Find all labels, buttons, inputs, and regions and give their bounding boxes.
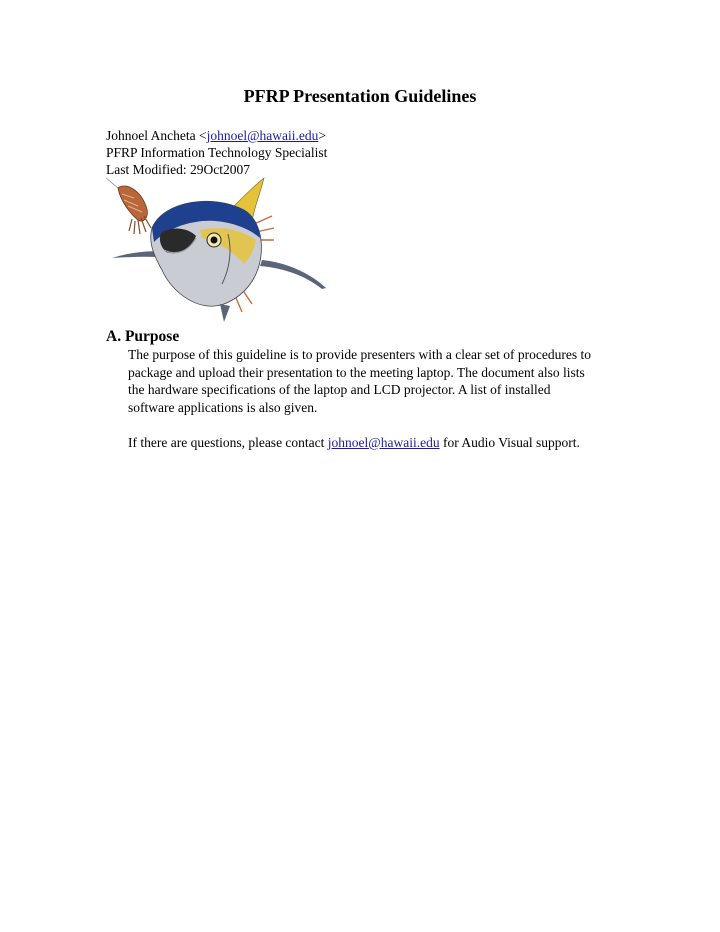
contact-email-link[interactable]: johnoel@hawaii.edu (327, 434, 440, 450)
author-role: PFRP Information Technology Specialist (106, 145, 328, 160)
author-name: Johnoel Ancheta < (106, 128, 207, 143)
paragraph-gap (128, 416, 628, 434)
squid-icon (106, 178, 151, 234)
section-heading-purpose: A. Purpose (106, 328, 180, 345)
document-title: PFRP Presentation Guidelines (243, 86, 477, 106)
author-block (106, 127, 327, 178)
contact-prefix: If there are questions, please contact (128, 434, 328, 450)
purpose-line: software applications is also given. (128, 399, 318, 415)
contact-line (128, 434, 628, 452)
purpose-line: The purpose of this guideline is to provide presenters with a clear set of procedures to (128, 347, 591, 362)
section-body-purpose (128, 346, 628, 451)
contact-suffix: for Audio Visual support. (439, 434, 580, 450)
last-modified: Last Modified: 29Oct2007 (106, 162, 250, 177)
author-line (106, 127, 327, 144)
author-email-link[interactable]: johnoel@hawaii.edu (206, 128, 319, 143)
tuna-chasing-squid-illustration (104, 176, 332, 328)
purpose-line: the hardware specifications of the laptop and LCD projector. A list of installed (128, 382, 551, 397)
purpose-line: package and upload their presentation to the meeting laptop. The document also lists (128, 364, 585, 380)
author-name-suffix: > (318, 128, 326, 143)
